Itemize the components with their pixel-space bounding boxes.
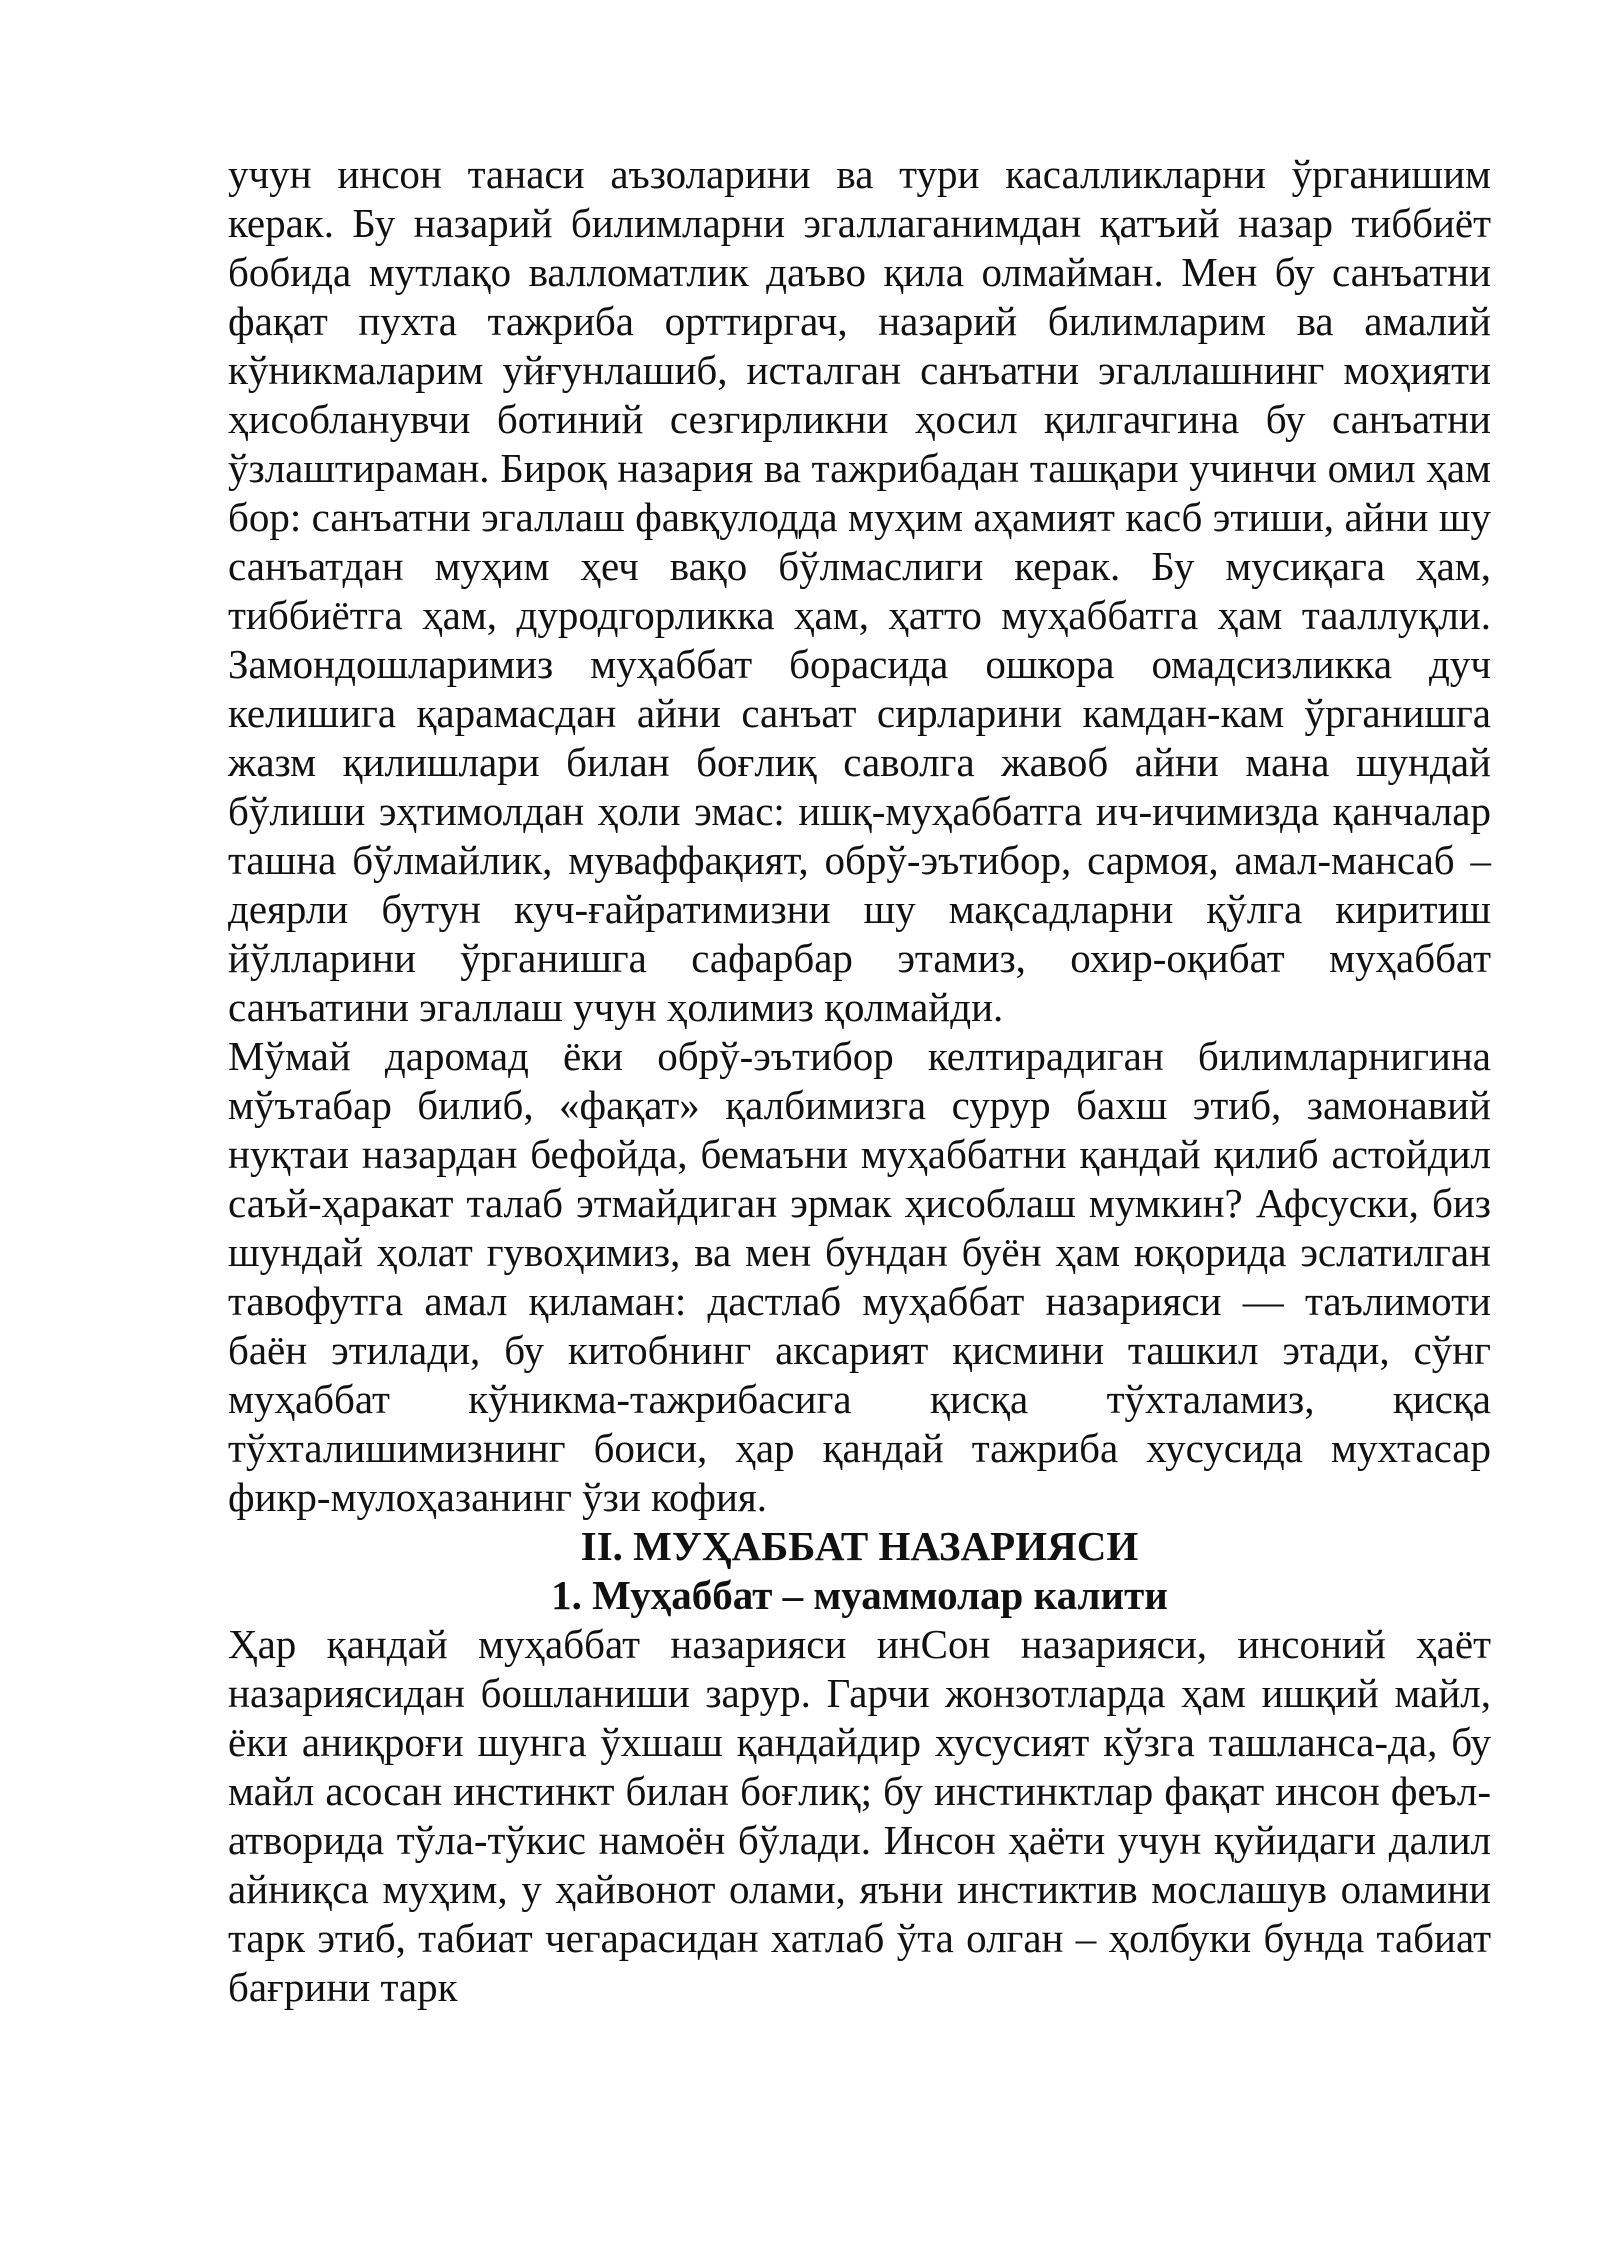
paragraph-1: учун инсон танаси аъзоларини ва тури касалликларни ўрганишим керак. Бу назарий билимларни эгаллаганимдан қатъий назар тиббиёт бобида мутлақо валломатлик даъво қила олмайман. Мен бу санъатни фақат пухта тажриба орттиргач, назарий билимларим ва амалий кўникмаларим уйғунлашиб, исталган санъатни эгаллашнинг моҳияти ҳисобланувчи ботиний сезгирликни ҳосил қилгачгина бу санъатни ўзлаштираман. Бироқ назария ва тажрибадан ташқари учинчи омил ҳам бор: санъатни эгаллаш фавқулодда муҳим аҳамият касб этиши, айни шу санъатдан муҳим ҳеч вақо бўлмаслиги керак. Бу мусиқага ҳам, тиббиётга ҳам, дуродгорликка ҳам, ҳатто муҳаббатга ҳам тааллуқли. Замондошларимиз муҳаббат борасида ошкора омадсизликка дуч келишига қарамасдан айни санъат сирларини камдан-кам ўрганишга жазм қилишлари билан боғлиқ саволга жавоб айни мана шундай бўлиши эҳтимолдан ҳоли эмас: ишқ-муҳаббатга ич-ичимизда қанчалар ташна бўлмайлик, муваффақият, обрў-эътибор, сармоя, амал-мансаб – деярли бутун куч-ғайратимизни шу мақсадларни қўлга киритиш йўлларини ўрганишга сафарбар этамиз, охир-оқибат муҳаббат санъатини эгаллаш учун ҳолимиз қолмайди.: [228, 151, 1491, 1030]
document-page: [228, 150, 1491, 2012]
paragraph-3: Ҳар қандай муҳаббат назарияси инСон назарияси, инсоний ҳаёт назариясидан бошланиши зарур. Гарчи жонзотларда ҳам ишқий майл, ёки аниқроғи шунга ўхшаш қандайдир хусусият кўзга ташланса-да, бу майл асосан инстинкт билан боғлиқ; бу инстинктлар фақат инсон феъл-атворида тўла-тўкис намоён бўлади. Инсон ҳаёти учун қуйидаги далил айниқса муҳим, у ҳайвонот олами, яъни инстиктив мослашув оламини тарк этиб, табиат чегарасидан хатлаб ўта олган – ҳолбуки бунда табиат бағрини тарк: [228, 1621, 1491, 2010]
paragraph-2: Мўмай даромад ёки обрў-эътибор келтирадиган билимларнигина мўътабар билиб, «фақат» қалбимизга сурур бахш этиб, замонавий нуқтаи назардан бефойда, бемаъни муҳаббатни қандай қилиб астойдил саъй-ҳаракат талаб этмайдиган эрмак ҳисоблаш мумкин? Афсуски, биз шундай ҳолат гувоҳимиз, ва мен бундан буён ҳам юқорида эслатилган тавофутга амал қиламан: дастлаб муҳаббат назарияси — таълимоти баён этилади, бу китобнинг аксарият қисмини ташкил этади, сўнг муҳаббат кўникма-тажрибасига қисқа тўхталамиз, қисқа тўхталишимизнинг боиси, ҳар қандай тажриба хусусида мухтасар фикр-мулоҳазанинг ўзи кофия.: [228, 1033, 1491, 1520]
section-heading: 1. Муҳаббат – муаммолар калити: [551, 1572, 1168, 1618]
chapter-heading: II. МУҲАББАТ НАЗАРИЯСИ: [580, 1523, 1139, 1569]
